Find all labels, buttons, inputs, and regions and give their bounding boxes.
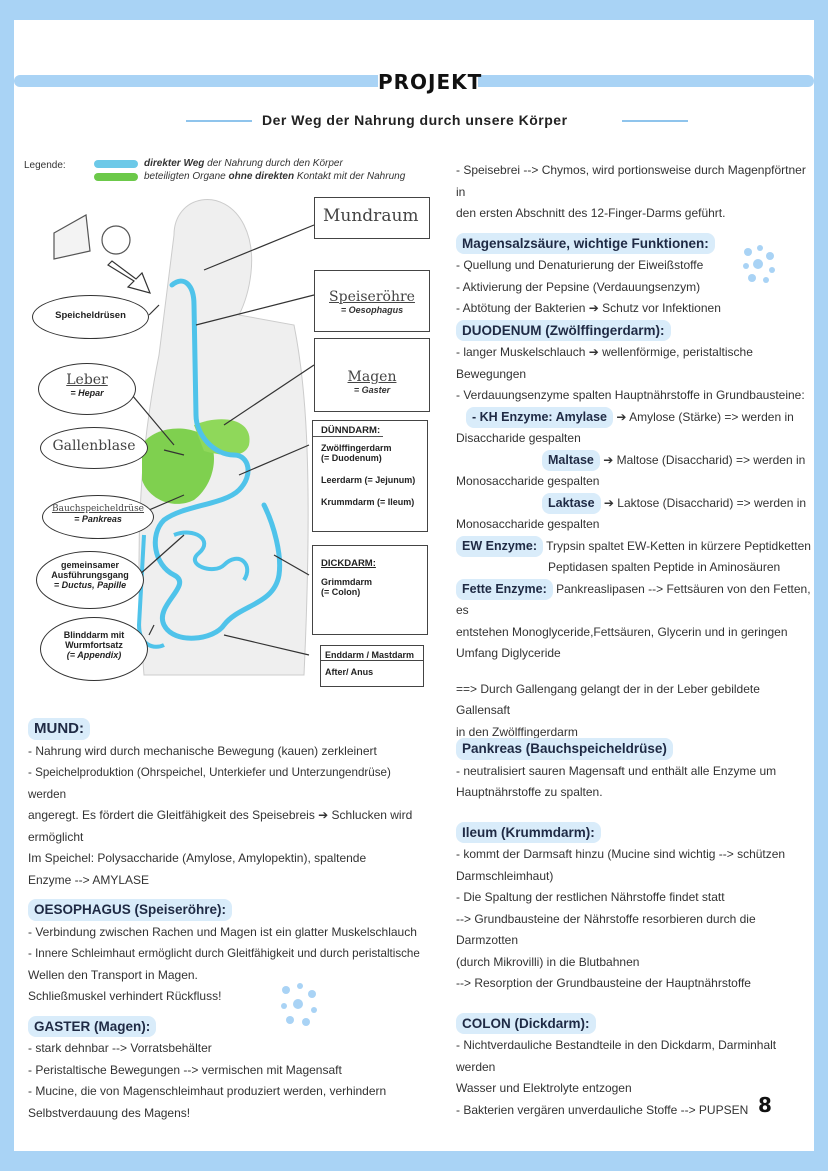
gaster-line-2: - Peristaltische Bewegungen --> vermischen mit Magensaft (28, 1062, 342, 1077)
decorative-dots-right (738, 242, 782, 286)
magen-line-3a: - Abtötung der Bakterien (456, 301, 586, 315)
heading-duodenum: DUODENUM (Zwölffingerdarm): (456, 320, 671, 342)
kh-line-2: Disaccharide gespalten (456, 431, 581, 445)
digestive-diagram (24, 155, 434, 700)
intro-line-1: - Speisebrei --> Chymos, wird portionsweise durch Magenpförtner in (456, 163, 806, 199)
arrow-icon: ➔ (600, 495, 614, 510)
gaster-line-1: - stark dehnbar --> Vorratsbehälter (28, 1041, 212, 1055)
oval-gallenblase (40, 427, 148, 469)
magen-line-3 (456, 298, 816, 320)
mund-line-4: ermöglicht (28, 829, 84, 844)
oeso-line-1: - Verbindung zwischen Rachen und Magen ist ein glatter Muskelschlauch (28, 924, 417, 939)
hepar-label: = Hepar (70, 388, 104, 398)
colon-line-1: - Nichtverdauliche Bestandteile in den Dickdarm, Darminhalt werden (456, 1038, 777, 1074)
duo-line-1 (456, 342, 816, 364)
duo-line-1b: wellenförmige, peristaltische (598, 345, 753, 359)
mund-line-1: - Nahrung wird durch mechanische Bewegung (kauen) zerkleinert (28, 743, 377, 758)
blind-label-1: Blinddarm mit (63, 630, 125, 640)
blind-label-2: Wurmfortsatz (65, 640, 123, 650)
gaster-line-4: Selbstverdauung des Magens! (28, 1105, 191, 1120)
laktase-heading: Laktase (542, 493, 601, 515)
ileum-line-2: Darmschleimhaut) (456, 868, 554, 883)
speiseroehre-label: Speiseröhre (329, 289, 415, 305)
legend-row-direct (144, 158, 343, 169)
box-duenndarm (312, 420, 428, 532)
legend-organs-a: beteiligten Organe (144, 171, 229, 182)
mund-line-6: Enzyme --> AMYLASE (28, 872, 150, 887)
subtitle-line-left (186, 120, 252, 122)
ew-text: Trypsin spaltet EW-Ketten in kürzere Peptidketten (543, 538, 811, 553)
duenndarm-title: DÜNNDARM: (313, 421, 383, 437)
ileum-line-6: --> Resorption der Grundbausteine der Hauptnährstoffe (456, 976, 751, 990)
kh-text: Amylose (Stärke) => werden in (626, 409, 794, 424)
heading-colon: COLON (Dickdarm): (456, 1013, 596, 1035)
gang-label-3: = Ductus, Papille (53, 580, 127, 590)
enddarm-label: Enddarm / Mastdarm (321, 646, 423, 661)
magen-label: Magen (347, 369, 397, 385)
maltase-text: Maltose (Disaccharid) => werden in (613, 452, 806, 467)
speicheldruesen-label: Speicheldrüsen (55, 310, 126, 321)
oval-pankreas (42, 495, 154, 539)
ew-heading: EW Enzyme: (456, 536, 543, 558)
arrow-icon: ➔ (613, 409, 627, 424)
after-label: After/ Anus (325, 667, 374, 677)
zwoelf-label: Zwölffingerdarm (321, 443, 392, 453)
heading-ileum: Ileum (Krummdarm): (456, 822, 601, 844)
gaster-line-3: - Mucine, die von Magenschleimhaut produziert werden, verhindern (28, 1084, 387, 1098)
page-title: PROJEKT (378, 70, 483, 94)
dickdarm-title: DICKDARM: (321, 558, 376, 569)
galle-line-1: ==> Durch Gallengang gelangt der in der Leber gebildete Gallensaft (456, 681, 760, 717)
left-column-bottom (28, 718, 428, 1124)
pankreas-label: = Pankreas (74, 514, 122, 524)
duo-line-1a: - langer Muskelschlauch (456, 345, 586, 359)
mund-line-3 (28, 805, 428, 827)
galle-line-2: in den Zwölffingerdarm (456, 724, 578, 739)
ileum-line-4: --> Grundbausteine der Nährstoffe resorbieren durch die Darmzotten (456, 911, 756, 947)
intro-line-2: den ersten Abschnitt des 12-Finger-Darms geführt. (456, 206, 726, 220)
ileum-line-1: - kommt der Darmsaft hinzu (Mucine sind wichtig --> schützen (456, 847, 786, 861)
maltase-line-2: Monosaccharide gespalten (456, 474, 600, 488)
pank-line-1: - neutralisiert sauren Magensaft und enthält alle Enzyme um (456, 763, 777, 778)
krummdarm-label: Krummdarm (= Ileum) (321, 497, 415, 507)
laktase-text: Laktose (Disaccharid) => werden in (613, 495, 807, 510)
legend-green-swatch (94, 173, 138, 181)
ileum-line-3: - Die Spaltung der restlichen Nährstoffe findet statt (456, 890, 725, 904)
box-mundraum (314, 197, 430, 239)
ew-line (456, 536, 816, 558)
duo-line-3: - Verdauungsenzyme spalten Hauptnährstoffe in Grundbausteine: (456, 388, 805, 402)
legend-blue-swatch (94, 160, 138, 168)
gang-label-2: Ausführungsgang (51, 570, 129, 580)
kh-heading: - KH Enzyme: Amylase (466, 407, 613, 429)
heading-mund: MUND: (28, 718, 90, 740)
laktase-line (456, 493, 816, 515)
leber-label: Leber (66, 372, 108, 388)
mund-line-3a: angeregt. Es fördert die Gleitfähigkeit des Speisebreis (28, 808, 315, 822)
legend-organs-bold: ohne direkten (228, 171, 295, 182)
gaster-label: = Gaster (353, 385, 391, 395)
gang-label-1: gemeinsamer (60, 560, 120, 570)
fett-text: Pankreaslipasen --> Fettsäuren von den Fetten, es (456, 581, 811, 617)
oeso-line-4: Schließmuskel verhindert Rückfluss! (28, 989, 222, 1003)
mund-line-5: Im Speichel: Polysaccharide (Amylose, Amylopektin), spaltende (28, 851, 367, 865)
oeso-line-2: - Innere Schleimhaut ermöglicht durch Gleitfähigkeit und durch peristaltische (28, 947, 420, 960)
magen-line-3b: Schutz vor Infektionen (598, 301, 721, 315)
mund-line-2: - Speichelproduktion (Ohrspeichel, Unterkiefer und Unterzungendrüse) werden (28, 766, 391, 801)
maltase-heading: Maltase (542, 450, 600, 472)
arrow-icon: ➔ (585, 345, 599, 359)
colon-line-3: - Bakterien vergären unverdauliche Stoffe --> PUPSEN (456, 1102, 749, 1117)
box-dickdarm (312, 545, 428, 635)
legend-organs-rest: Kontakt mit der Nahrung (294, 171, 406, 182)
legend-direct-bold: direkter Weg (144, 158, 205, 169)
duodenum-label: (= Duodenum) (321, 453, 382, 463)
colon-label: (= Colon) (321, 587, 361, 597)
subtitle-line-right (622, 120, 688, 122)
ileum-line-5: (durch Mikrovilli) in die Blutbahnen (456, 954, 640, 969)
duo-line-2: Bewegungen (456, 366, 527, 381)
heading-magensalzsaeure: Magensalzsäure, wichtige Funktionen: (456, 233, 715, 255)
arrow-icon: ➔ (599, 452, 614, 467)
heading-gaster: GASTER (Magen): (28, 1016, 156, 1038)
blind-label-3: (= Appendix) (66, 650, 122, 660)
heading-oesophagus: OESOPHAGUS (Speiseröhre): (28, 899, 232, 921)
mund-line-3b: Schlucken wird (328, 808, 413, 822)
legend-direct-rest: der Nahrung durch den Körper (204, 158, 343, 169)
legend-label: Legende: (24, 160, 66, 171)
pank-line-2: Hauptnährstoffe zu spalten. (456, 785, 603, 799)
laktase-line-2: Monosaccharide gespalten (456, 517, 600, 531)
box-magen (314, 338, 430, 412)
oval-speicheldruesen (32, 295, 149, 339)
fett-heading: Fette Enzyme: (456, 579, 553, 601)
fett-line-3: Umfang Diglyceride (456, 646, 561, 660)
oval-ausfuehrungsgang (36, 551, 144, 609)
oeso-line-3: Wellen den Transport in Magen. (28, 967, 198, 982)
mundraum-label: Mundraum (323, 206, 419, 226)
oval-blinddarm (40, 617, 148, 681)
heading-pankreas: Pankreas (Bauchspeicheldrüse) (456, 738, 673, 760)
arrow-icon: ➔ (314, 808, 329, 822)
gallenblase-label: Gallenblase (52, 438, 136, 454)
bauchspeicheldruese-label: Bauchspeicheldrüse (51, 504, 145, 514)
page-subtitle: Der Weg der Nahrung durch unsere Körper (262, 112, 568, 128)
box-speiseroehre (314, 270, 430, 332)
magen-line-2: - Aktivierung der Pepsine (Verdauungsenzym) (456, 279, 701, 294)
oesophagus-label: = Oesophagus (340, 305, 404, 315)
leerdarm-label: Leerdarm (= Jejunum) (321, 475, 416, 485)
colon-line-2: Wasser und Elektrolyte entzogen (456, 1081, 632, 1095)
arrow-icon: ➔ (585, 301, 599, 315)
oval-leber (38, 363, 136, 415)
legend-row-organs (144, 171, 405, 182)
kh-line (456, 407, 816, 429)
decorative-dots-left (276, 980, 326, 1030)
maltase-line (456, 450, 816, 472)
box-enddarm (320, 645, 424, 687)
page-number: 8 (758, 1093, 772, 1117)
grimmdarm-label: Grimmdarm (321, 577, 373, 587)
fett-line-2: entstehen Monoglyceride,Fettsäuren, Glycerin und in geringen (456, 624, 788, 639)
fett-line (456, 579, 816, 622)
ew-line-2: Peptidasen spalten Peptide in Aminosäuren (548, 560, 781, 574)
magen-line-1: - Quellung und Denaturierung der Eiweißstoffe (456, 258, 704, 272)
right-column-bottom (456, 738, 816, 1121)
